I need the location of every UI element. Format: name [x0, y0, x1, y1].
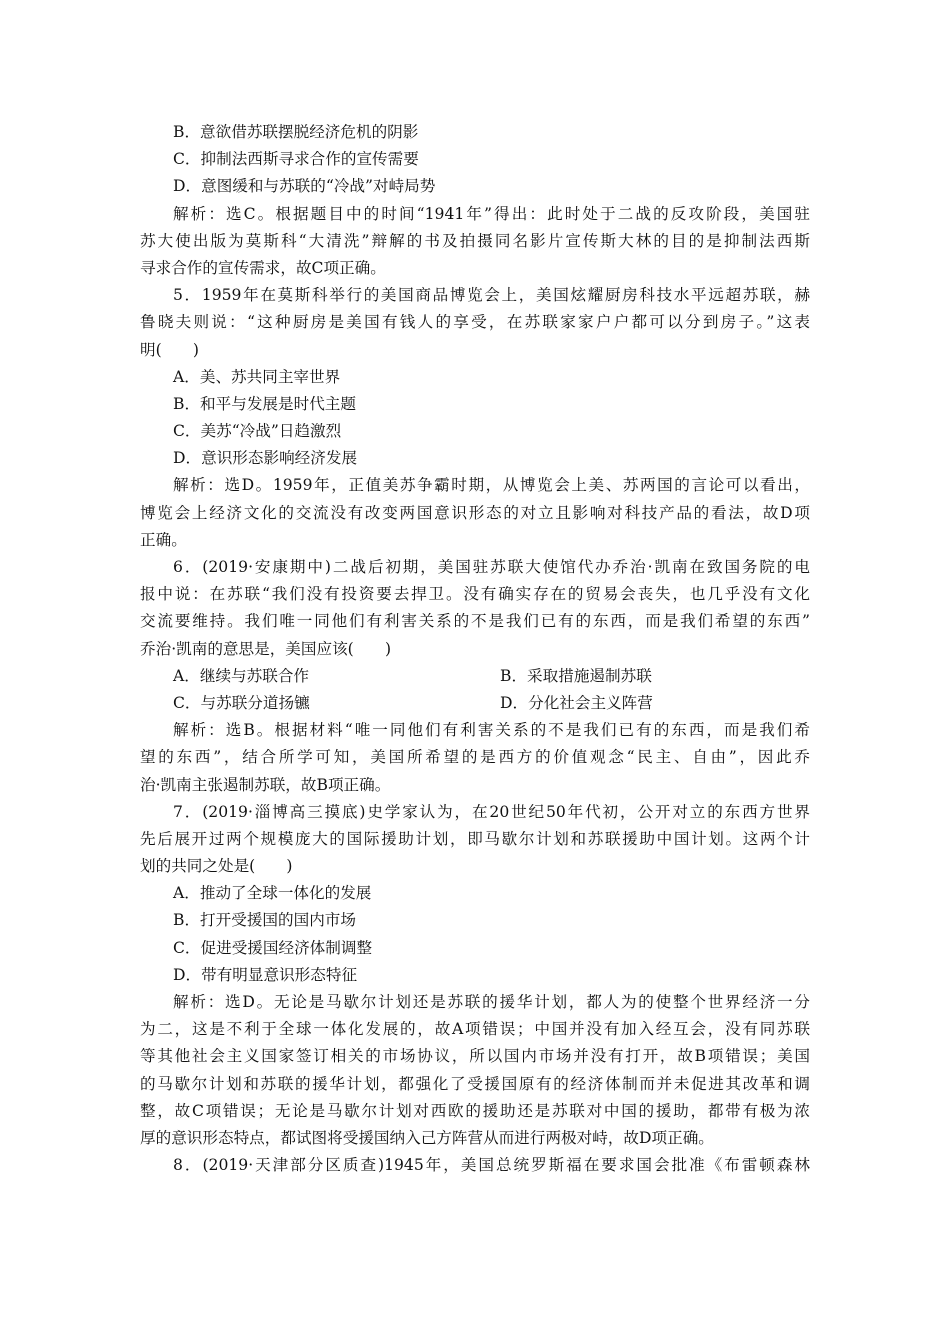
- q6-stem-line: 报中说：在苏联“我们没有投资要去捍卫。没有确实存在的贸易会丧失，也几乎没有文化: [140, 585, 810, 604]
- q6-options-row: [140, 663, 810, 690]
- q4-analysis-line: 寻求合作的宣传需求，故C项正确。: [140, 258, 386, 277]
- q6-option-a: A．继续与苏联合作: [173, 666, 310, 685]
- q7-option-a: A．推动了全球一体化的发展: [173, 884, 372, 903]
- q7-analysis-line: 整，故C项错误；无论是马歇尔计划对西欧的援助还是苏联对中国的援助，都带有极为浓: [140, 1101, 810, 1120]
- q7-option-b: B．打开受援国的国内市场: [173, 911, 356, 930]
- q5-stem-line: 明( ): [140, 340, 199, 359]
- q6-option-d: D．分化社会主义阵营: [500, 693, 653, 712]
- q5-stem-line: 鲁晓夫则说：“这种厨房是美国有钱人的享受，在苏联家家户户都可以分到房子。”这表: [140, 313, 810, 332]
- q5-analysis-line: 解析：选D。1959年，正值美苏争霸时期，从博览会上美、苏两国的言论可以看出，: [173, 476, 810, 495]
- q4-analysis-line: 苏大使出版为莫斯科“大清洗”辩解的书及拍摄同名影片宣传斯大林的目的是抑制法西斯: [140, 231, 810, 250]
- q7-stem-line: 7．(2019·淄博高三摸底)史学家认为，在20世纪50年代初，公开对立的东西方世界: [173, 802, 810, 821]
- q7-stem-line: 划的共同之处是( ): [140, 857, 293, 876]
- q6-analysis-line: 解析：选B。根据材料“唯一同他们有利害关系的不是我们已有的东西，而是我们希: [173, 721, 810, 740]
- q7-analysis-line: 解析：选D。无论是马歇尔计划还是苏联的援华计划，都人为的使整个世界经济一分: [173, 993, 810, 1011]
- q6-option-c: C．与苏联分道扬镳: [173, 693, 310, 712]
- q7-analysis-line: 等其他社会主义国家签订相关的市场协议，所以国内市场并没有打开，故B项错误；美国: [140, 1047, 810, 1066]
- q5-option-b: B．和平与发展是时代主题: [173, 394, 356, 413]
- q6-options-row: [140, 690, 810, 717]
- q5-option-c: C．美苏“冷战”日趋激烈: [173, 422, 342, 441]
- q7-analysis-line: 厚的意识形态特点，都试图将受援国纳入己方阵营从而进行两极对峙，故D项正确。: [140, 1128, 714, 1147]
- q7-option-c: C．促进受援国经济体制调整: [173, 938, 373, 957]
- q4-option-b: B．意欲借苏联摆脱经济危机的阴影: [173, 123, 419, 141]
- q6-option-b: B．采取措施遏制苏联: [500, 666, 652, 685]
- q5-analysis-line: 正确。: [140, 530, 187, 549]
- q5-analysis-line: 博览会上经济文化的交流没有改变两国意识形态的对立且影响对科技产品的看法，故D项: [140, 503, 810, 522]
- q4-analysis-line: 解析：选C。根据题目中的时间“1941年”得出：此时处于二战的反攻阶段，美国驻: [173, 204, 810, 223]
- document-body: [140, 119, 810, 1179]
- q6-stem-line: 6．(2019·安康期中)二战后初期，美国驻苏联大使馆代办乔治·凯南在致国务院的电: [173, 558, 810, 576]
- q6-analysis-line: 望的东西”，结合所学可知，美国所希望的是西方的价值观念“民主、自由”，因此乔: [140, 748, 810, 767]
- q5-option-d: D．意识形态影响经济发展: [173, 449, 358, 468]
- q7-analysis-line: 的马歇尔计划和苏联的援华计划，都强化了受援国原有的经济体制而并未促进其改革和调: [140, 1074, 810, 1093]
- q6-analysis-line: 治·凯南主张遏制苏联，故B项正确。: [140, 775, 391, 794]
- q6-stem-line: 交流要维持。我们唯一同他们有利害关系的不是我们已有的东西，而是我们希望的东西”: [140, 612, 810, 631]
- q5-stem-line: 5．1959年在莫斯科举行的美国商品博览会上，美国炫耀厨房科技水平远超苏联，赫: [173, 286, 810, 305]
- q7-analysis-line: 为二，这是不利于全球一体化发展的，故A项错误；中国并没有加入经互会，没有同苏联: [140, 1020, 810, 1039]
- q5-option-a: A．美、苏共同主宰世界: [173, 367, 341, 386]
- q4-option-c: C．抑制法西斯寻求合作的宣传需要: [173, 150, 419, 169]
- q4-option-d: D．意图缓和与苏联的“冷战”对峙局势: [173, 177, 436, 196]
- q8-stem-line: 8．(2019·天津部分区质查)1945年，美国总统罗斯福在要求国会批准《布雷顿森林: [173, 1156, 810, 1175]
- q7-stem-line: 先后展开过两个规模庞大的国际援助计划，即马歇尔计划和苏联援助中国计划。这两个计: [140, 829, 810, 848]
- q7-option-d: D．带有明显意识形态特征: [173, 965, 358, 984]
- q6-stem-line: 乔治·凯南的意思是，美国应该( ): [140, 639, 392, 658]
